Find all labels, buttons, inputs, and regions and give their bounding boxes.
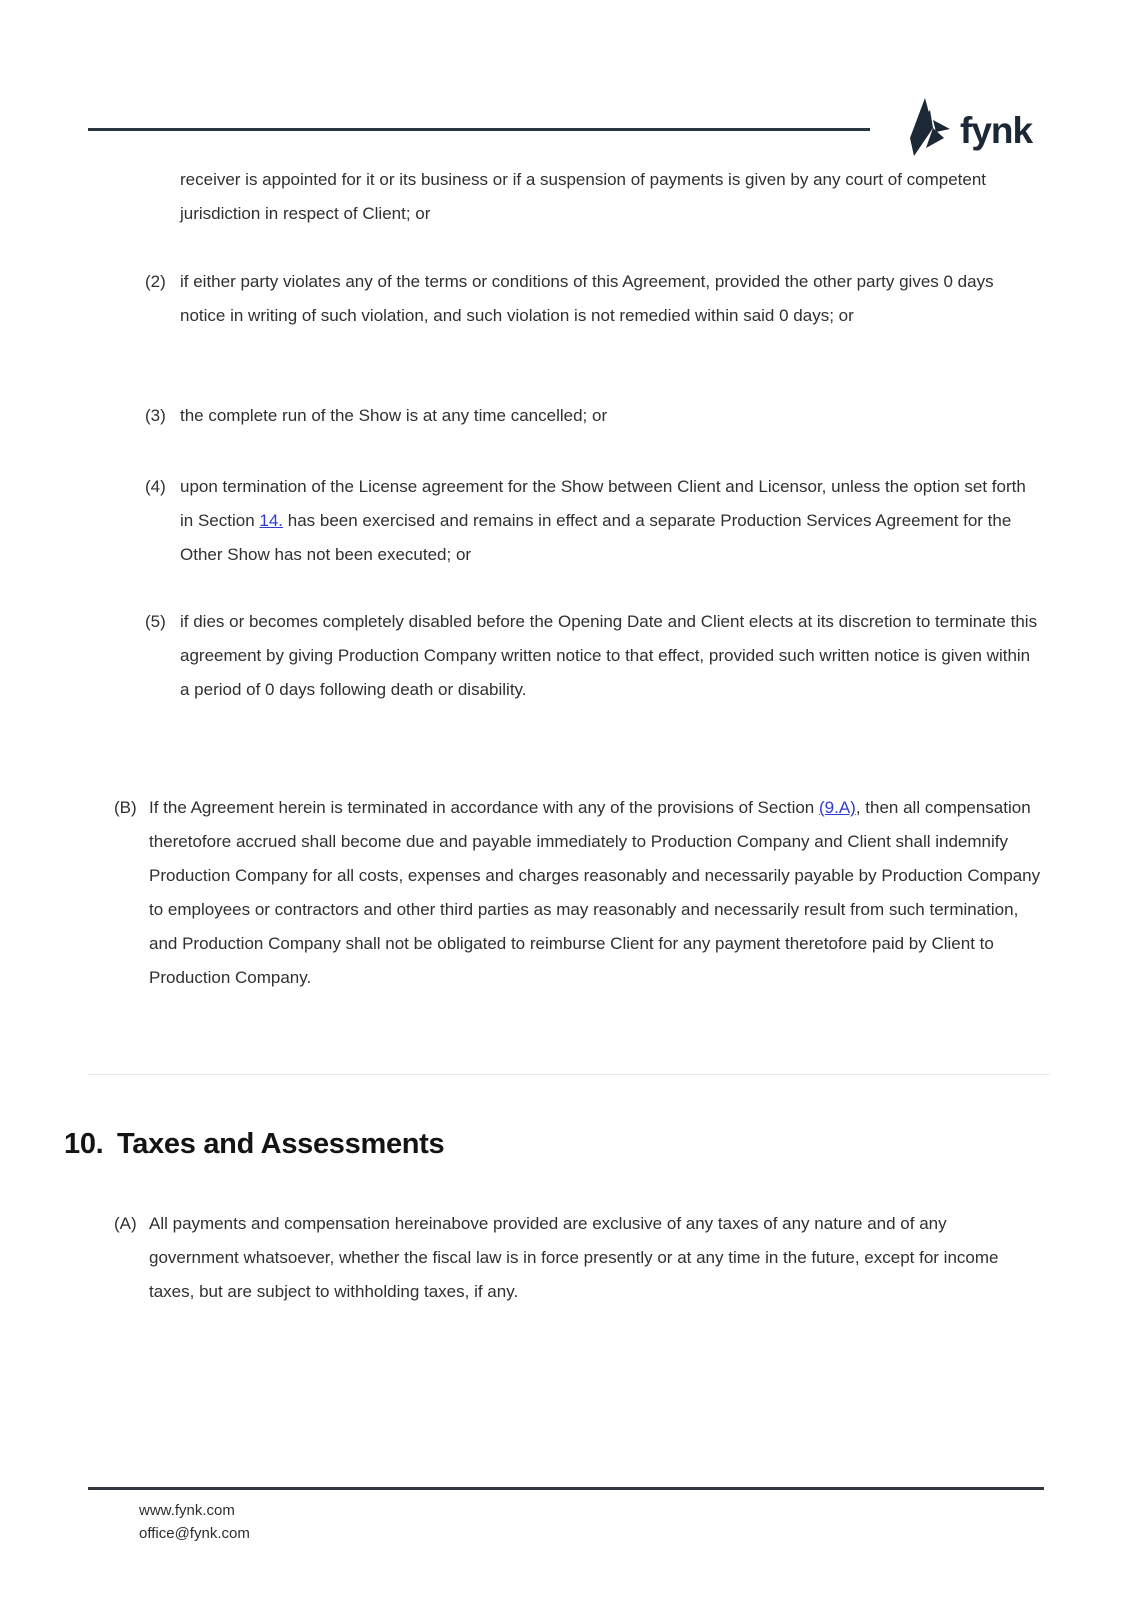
footer-rule: [88, 1487, 1044, 1490]
logo-wordmark: fynk: [960, 109, 1033, 151]
clause-A-marker: (A): [114, 1214, 137, 1233]
clause-3: [145, 399, 1038, 433]
clause-2: [145, 265, 1038, 333]
section-number: 10.: [64, 1128, 104, 1160]
clause-4: [145, 470, 1038, 572]
clause-A: [114, 1207, 1041, 1309]
clause-A-text: All payments and compensation hereinabove provided are exclusive of any taxes of any nature and of any government whatsoever, whether the fiscal law is in force presently or at any time in the future, except for income taxes, but are subject to withholding taxes, if any.: [149, 1214, 999, 1301]
clause-B-marker: (B): [114, 798, 137, 817]
header-rule: [88, 128, 870, 131]
clause-3-text: the complete run of the Show is at any time cancelled; or: [180, 406, 608, 425]
fynk-logo: [900, 98, 1032, 162]
footer-email: office@fynk.com: [139, 1525, 250, 1542]
clause-B: [114, 791, 1041, 995]
section-9A-link[interactable]: (9.A): [818, 798, 856, 817]
clause-5-marker: (5): [145, 612, 166, 631]
clause-2-marker: (2): [145, 272, 166, 291]
footer: [139, 1499, 250, 1545]
origami-bird-icon: [900, 98, 952, 162]
clause-4-marker: (4): [145, 477, 166, 496]
section-14-link[interactable]: 14.: [259, 511, 284, 530]
clause-5: [145, 605, 1038, 707]
clause-4-text-before: upon termination of the License agreement for the Show between Client and Licensor, unless the option set forth in Section: [180, 477, 1026, 530]
footer-website: www.fynk.com: [139, 1502, 235, 1519]
clause-B-text-before: If the Agreement herein is terminated in accordance with any of the provisions of Section: [149, 798, 819, 817]
clause-5-text: if dies or becomes completely disabled before the Opening Date and Client elects at its discretion to terminate this agreement by giving Production Company written notice to that effect, provided such written notice is given within a period of 0 days following death or disability.: [180, 612, 1038, 699]
clause-4-text-after: has been exercised and remains in effect and a separate Production Services Agreement for the Other Show has not been executed; or: [180, 511, 1012, 564]
clause-B-text-after: , then all compensation theretofore accrued shall become due and payable immediately to Production Company and Client shall indemnify Production Company for all costs, expenses and charges reasonably and necessarily payable by Production Company to employees or contractors and other third parties as may reasonably and necessarily result from such termination, and Production Company shall not be obligated to reimburse Client for any payment theretofore paid by Client to Production Company.: [149, 798, 1041, 987]
section-heading: [64, 1128, 444, 1161]
section-divider: [88, 1074, 1050, 1075]
clause-3-marker: (3): [145, 406, 166, 425]
clause-1-continuation: receiver is appointed for it or its business or if a suspension of payments is given by any court of competent jurisdiction in respect of Client; or: [180, 170, 987, 223]
clause-2-text: if either party violates any of the terms or conditions of this Agreement, provided the other party gives 0 days notice in writing of such violation, and such violation is not remedied within said 0 days; or: [180, 272, 994, 325]
section-title: Taxes and Assessments: [117, 1128, 445, 1160]
